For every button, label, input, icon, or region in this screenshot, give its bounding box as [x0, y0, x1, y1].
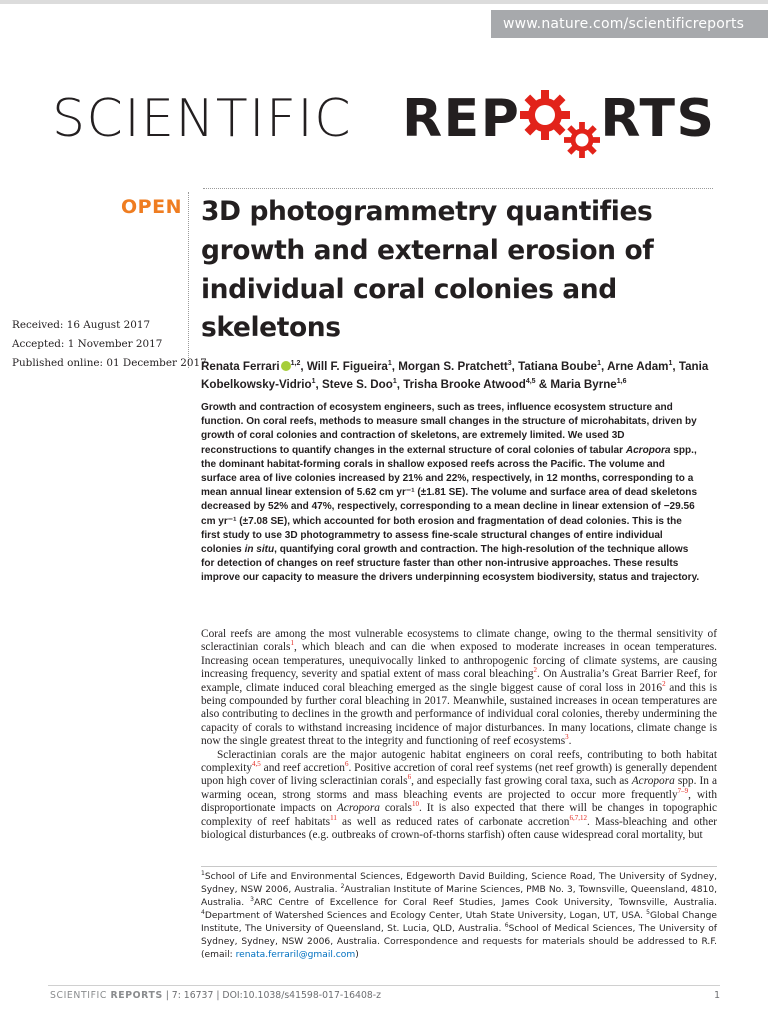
- orcid-icon[interactable]: [281, 361, 291, 371]
- author-affiliation-sup: 3: [507, 360, 512, 368]
- affil-6: School of Medical Sciences, The University of Sydney, Sydney, NSW 2006, Australia. Correspondence and requests for materials should be addressed to R.F. (email:: [201, 924, 717, 961]
- author-name: Morgan S. Pratchett: [398, 360, 508, 373]
- author-affiliation-sup: 1,6: [616, 378, 627, 386]
- masthead-word-scientific: SCIENTIFIC: [52, 89, 353, 149]
- citation-ref[interactable]: 10: [411, 800, 419, 809]
- header-divider: [203, 188, 713, 189]
- author-name: Tania Kobelkowsky-Vidrio: [201, 360, 709, 391]
- affiliations: [201, 871, 717, 962]
- affil-5: Global Change Institute, The University of Queensland, St. Lucia, QLD, Australia.: [201, 911, 717, 935]
- author-name: Maria Byrne: [550, 378, 617, 391]
- footer-journal-b: REPORTS: [110, 990, 163, 1001]
- genus-name: Acropora: [336, 802, 380, 815]
- affil-num-2: 2: [340, 883, 345, 891]
- top-bar: [0, 0, 768, 4]
- citation-ref[interactable]: 6: [344, 760, 349, 769]
- author-affiliation-sup: 1: [387, 360, 392, 368]
- affil-4: Department of Watershed Sciences and Ecology Center, Utah State University, Logan, UT, USA.: [204, 911, 647, 922]
- affil-num-1: 1: [201, 869, 205, 877]
- open-access-label: OPEN: [121, 196, 182, 218]
- affil-num-6: 6: [504, 922, 509, 930]
- author-name: Arne Adam: [607, 360, 669, 373]
- journal-url[interactable]: www.nature.com/scientificreports: [491, 10, 768, 38]
- author-affiliation-sup: 4,5: [525, 378, 536, 386]
- main-text: [201, 628, 717, 843]
- affil-close: ): [355, 950, 359, 961]
- masthead-word-rts: RTS: [600, 89, 716, 149]
- citation-ref[interactable]: 6: [407, 773, 412, 782]
- affil-num-4: 4: [201, 909, 205, 917]
- citation-ref[interactable]: 7–9: [677, 787, 689, 796]
- author-name: Will F. Figueira: [306, 360, 388, 373]
- author-affiliation-sup: 1: [392, 378, 397, 386]
- footer-journal: [50, 990, 163, 1001]
- body-paragraph-1: Coral reefs are among the most vulnerable ecosystems to climate change, owing to the thermal sensitivity of scleractinian corals$^1$, which bleach and can die when exposed to moderate increases in ocean temperatures. Increasing ocean temperatures, unequivocally linked to anthropogenic forcing of climate systems, are causing increasing frequency, severity and spatial extent of mass coral bleaching$^2$. On Australia’s Great Barrier Reef, for example, climate induced coral bleaching emerged as the single biggest cause of coral loss in 2016$^2$ and this is being compounded by further coral bleaching in 2017. Meanwhile, sustained increases in ocean temperatures are also contributing to declines in the growth and performance of individual coral colonies, thereby undermining the capacity of corals to withstand increasing incidence of major disturbances. In many locations, climate change is now the single greatest threat to the integrity and functioning of reef ecosystems$^3$.: [201, 628, 718, 748]
- author-affiliation-sup: 1: [597, 360, 602, 368]
- footer-divider: [48, 985, 720, 986]
- author-affiliation-sup: 1: [311, 378, 316, 386]
- citation-ref[interactable]: 2: [662, 679, 666, 688]
- citation-ref[interactable]: 11: [330, 813, 337, 822]
- abstract-genus: Acropora: [625, 444, 671, 456]
- correspondence-email-link[interactable]: renata.ferraril@gmail.com: [235, 950, 356, 961]
- author-name: Steve S. Doo: [321, 378, 393, 391]
- open-divider: [188, 192, 189, 368]
- author-name: Renata Ferrari: [201, 360, 280, 373]
- article-dates: [12, 316, 207, 373]
- affil-num-3: 3: [250, 896, 254, 904]
- affil-num-5: 5: [646, 909, 650, 917]
- small-gear-icon: [564, 122, 600, 158]
- abstract-text-2: spp., the dominant habitat-forming corals in shallow exposed reefs across the Pacific. The volume and surface area of live colonies increased by 21% and 22%, respectively, in 12 months, corresponding to a mean annual linear extension of 5.62 cm yr⁻¹ (±1.81 SE). The volume and surface area of dead skeletons decreased by 52% and 47%, respectively, corresponding to a mean decline in linear extension of −29.56 cm yr⁻¹ (±7.08 SE), which accounted for both erosion and fragmentation of dead colonies. This is the first study to use 3D photogrammetry to assess fine-scale structural changes of entire individual colonies: [201, 444, 698, 556]
- footer-journal-a: SCIENTIFIC: [50, 990, 107, 1001]
- affiliation-divider: [201, 866, 717, 867]
- citation-ref[interactable]: 3: [565, 733, 569, 742]
- author-name: Trisha Brooke Atwood: [403, 378, 526, 391]
- citation-ref[interactable]: 6,7,12: [569, 813, 587, 822]
- author-affiliation-sup: 1,2: [290, 360, 301, 368]
- affil-3: ARC Centre of Excellence for Coral Reef Studies, James Cook University, Townsville, Australia.: [254, 898, 717, 909]
- published-date: Published online: 01 December 2017: [12, 357, 207, 369]
- abstract-in-situ: in situ: [244, 544, 275, 556]
- affil-2: Australian Institute of Marine Sciences, PMB No. 3, Townsville, Queensland, 4810, Australia.: [201, 885, 717, 909]
- footer-citation[interactable]: | 7: 16737 | DOI:10.1038/s41598-017-16408-z: [162, 990, 382, 1001]
- genus-name: Acropora: [631, 775, 675, 788]
- abstract-text-1: Growth and contraction of ecosystem engineers, such as trees, influence ecosystem structure and function. On coral reefs, methods to measure small changes in the structure of microhabitats, driven by growth of coral colonies and contraction of skeletons, are extremely limited. We used 3D reconstructions to quantify changes in the external structure of coral colonies of tabular: [201, 402, 697, 456]
- citation-ref[interactable]: 2: [533, 666, 538, 675]
- body-paragraph-2: Scleractinian corals are the major autogenic habitat engineers on coral reefs, contributing to both habitat complexity$^{4,5}$ and reef accretion$^6$. Positive accretion of coral reef systems (net reef growth) is generally dependent upon high cover of living scleractinian corals$^6$, and especially fast growing coral taxa, such as Acropora spp. In a warming ocean, strong storms and mass bleaching events are projected to occur more frequently$^{7-9}$, with disproportionate impacts on Acropora corals$^{10}$. It is also expected that there will be changes in topographic complexity of reef habitats$^{11}$ as well as reduced rates of carbonate accretion$^{6,7,12}$. Mass-bleaching and other biological disturbances (e.g. outbreaks of crown-of-thorns starfish) often cause widespread coral mortality, but: [201, 748, 718, 842]
- citation-ref[interactable]: 1: [290, 639, 294, 648]
- accepted-date: Accepted: 1 November 2017: [12, 338, 163, 350]
- received-date: Received: 16 August 2017: [12, 319, 151, 331]
- abstract: [201, 401, 701, 586]
- page-footer: [50, 988, 720, 1004]
- author-list: Renata Ferrari $^{1,2}$, Will F. Figueira$^1$, Morgan S. Pratchett$^3$, Tatiana Boube$^1$, Arne Adam$^1$, Tania Kobelkowsky-Vidrio$^1$, Steve S. Doo$^1$, Trisha Brooke Atwood$^{4,5}$ & Maria Byrne$^{1,6}$: [201, 360, 709, 391]
- page-number: 1: [714, 990, 720, 1001]
- author-name: Tatiana Boube: [518, 360, 598, 373]
- affil-1: School of Life and Environmental Sciences, Edgeworth David Building, Science Road, The University of Sydney, Sydney, NSW 2006, Australia.: [201, 872, 717, 896]
- masthead-word-rep: REP: [402, 89, 521, 149]
- author-affiliation-sup: 1: [668, 360, 673, 368]
- gear-logo-icon: [520, 90, 570, 140]
- article-title: 3D photogrammetry quantifies growth and external erosion of individual coral colonies and skeletons: [201, 196, 654, 344]
- abstract-text-3: , quantifying coral growth and contraction. The high-resolution of the technique allows for detection of changes on reef structure faster than other non-intrusive approaches. These results improve our capacity to measure the drivers underpinning ecosystem biodiversity, status and trajectory.: [201, 544, 700, 584]
- citation-ref[interactable]: 4,5: [252, 760, 261, 769]
- journal-masthead: [52, 84, 732, 154]
